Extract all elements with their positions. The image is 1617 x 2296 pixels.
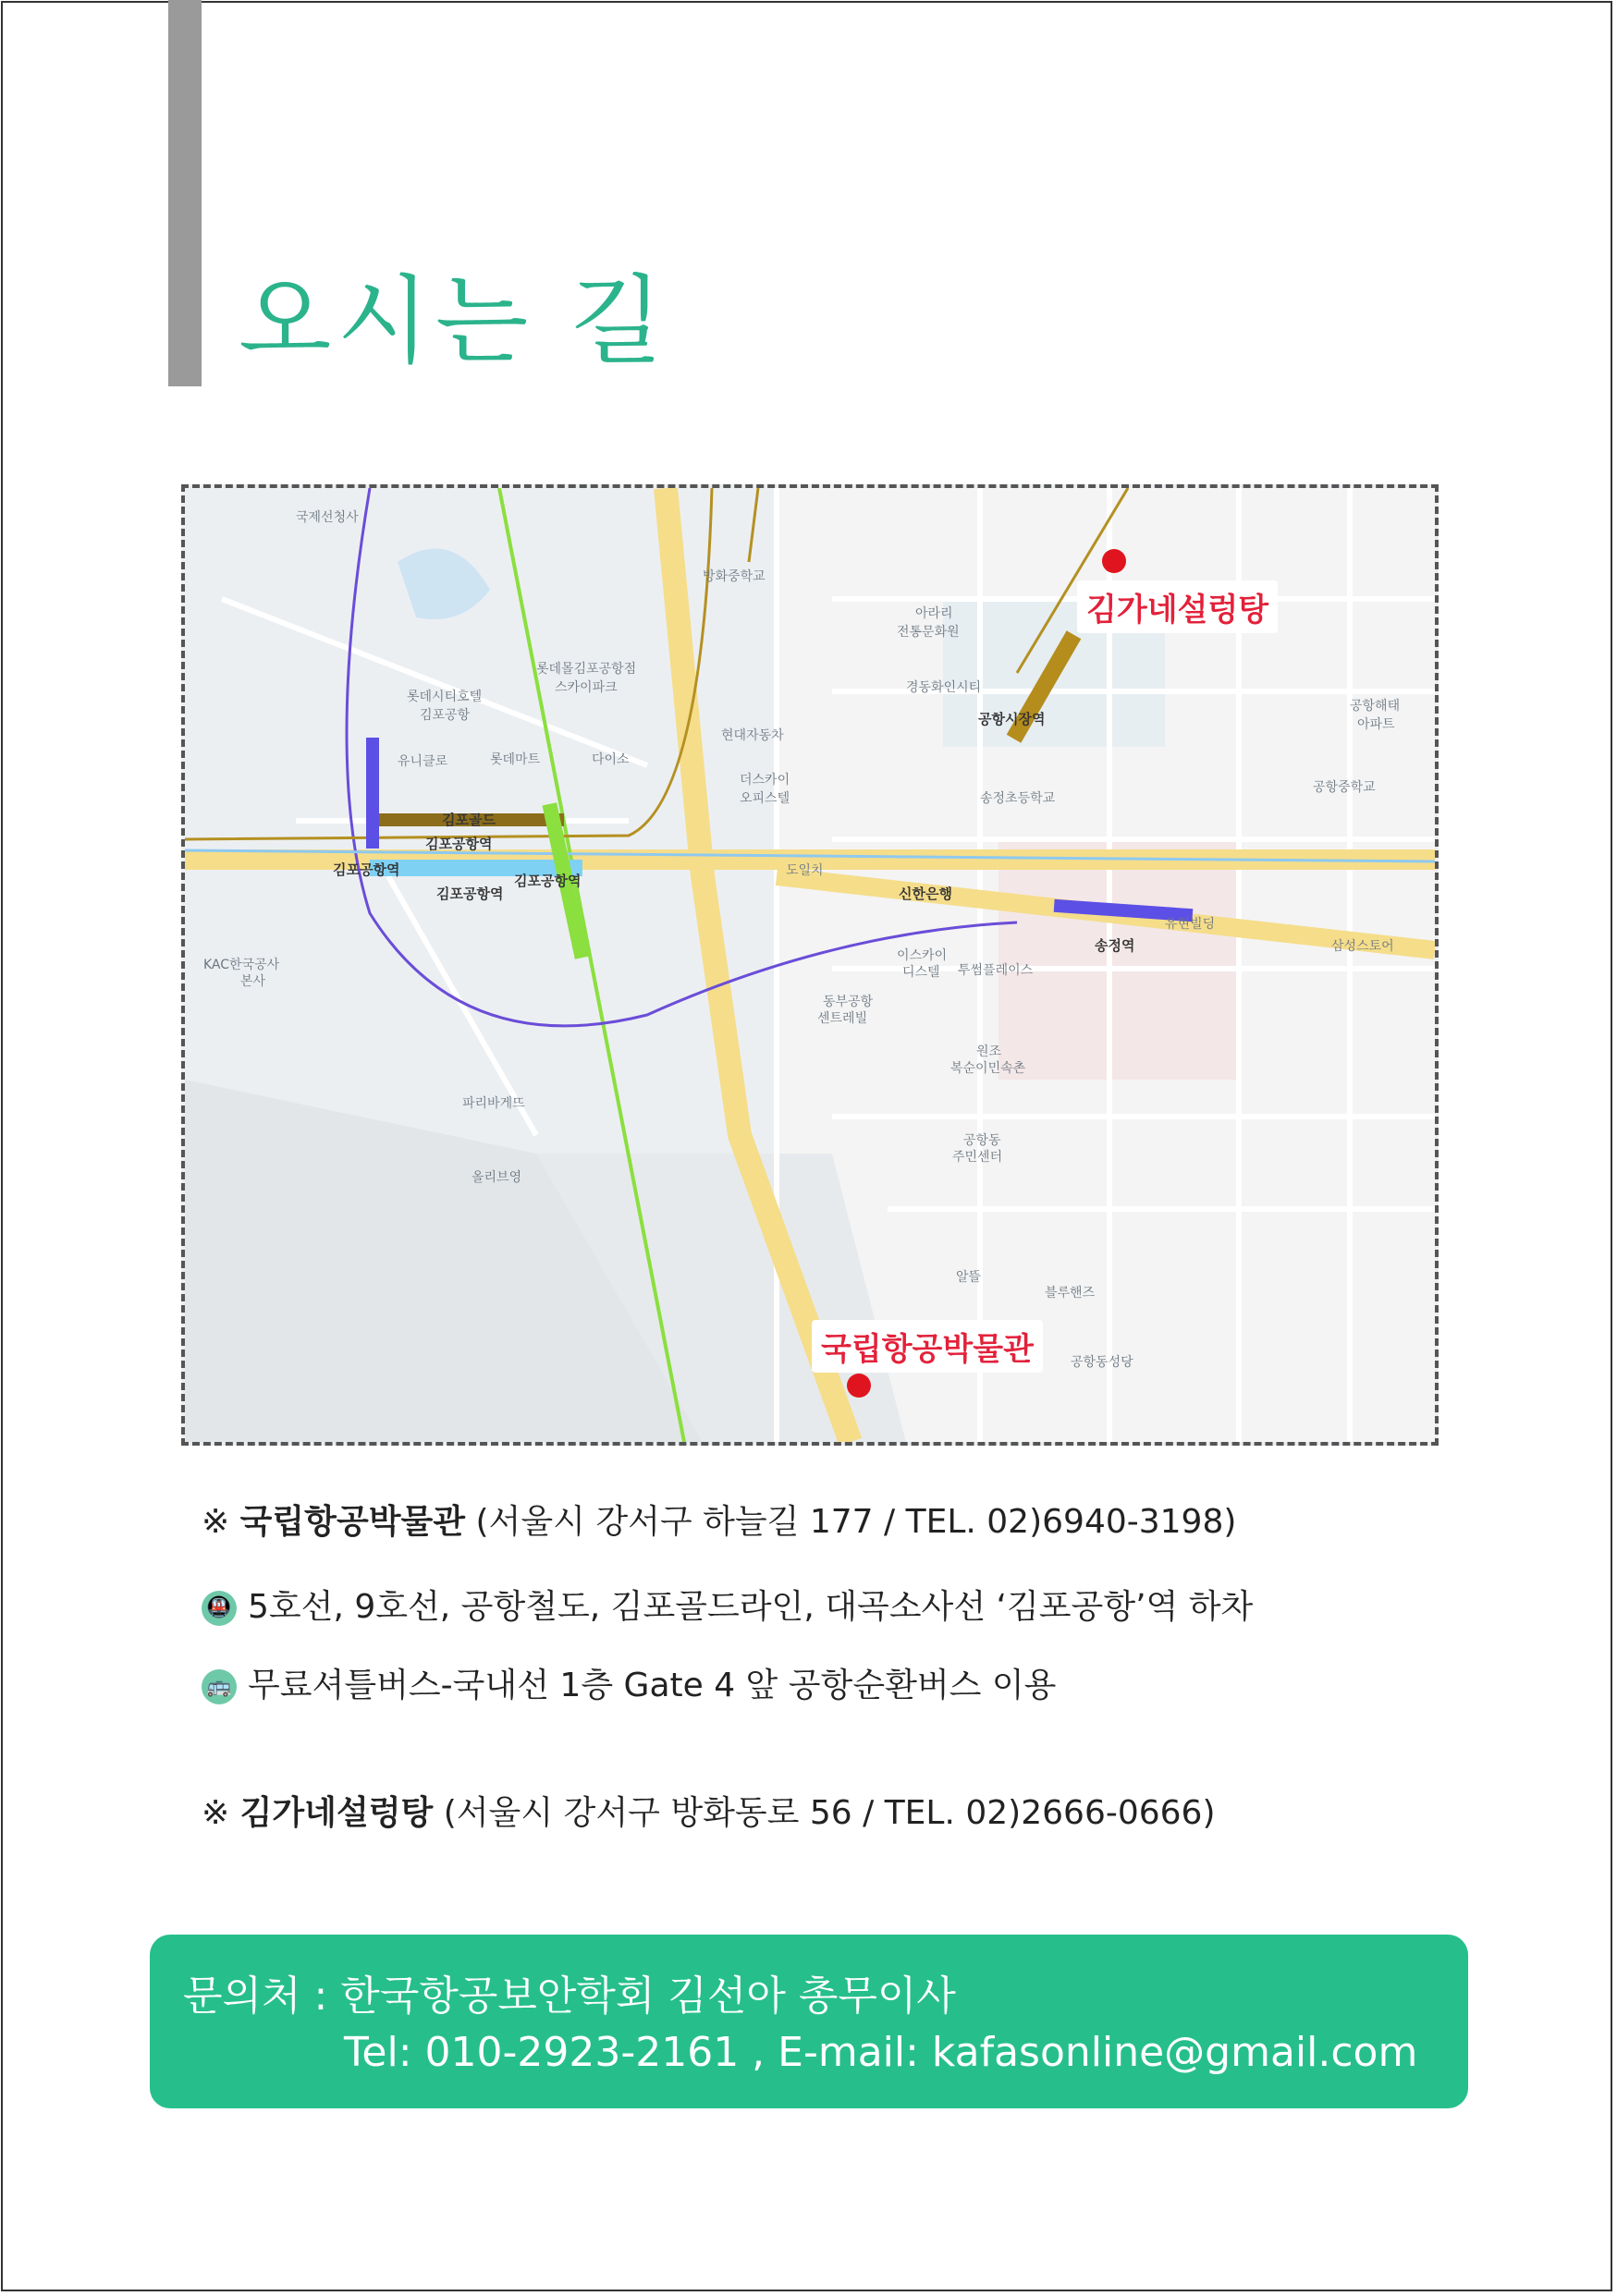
svg-text:김포골드: 김포골드	[442, 812, 496, 828]
svg-text:공항해태: 공항해태	[1350, 699, 1401, 714]
svg-text:삼성스토어: 삼성스토어	[1331, 939, 1394, 954]
svg-text:올리브영: 올리브영	[472, 1170, 522, 1185]
location-museum-detail: (서울시 강서구 하늘길 177 / TEL. 02)6940-3198)	[475, 1503, 1237, 1541]
svg-text:공항동성당: 공항동성당	[1071, 1355, 1133, 1370]
note-mark: ※	[202, 1503, 230, 1541]
svg-text:송정역: 송정역	[1095, 937, 1135, 954]
svg-text:투썸플레이스: 투썸플레이스	[958, 963, 1034, 978]
svg-text:송정초등학교: 송정초등학교	[980, 791, 1056, 806]
marker-label-gimgane[interactable]: 김가네설렁탕	[1077, 580, 1278, 633]
svg-text:본사: 본사	[240, 974, 266, 989]
svg-text:김포공항역: 김포공항역	[425, 836, 493, 852]
svg-text:롯데몰김포공항점: 롯데몰김포공항점	[536, 662, 637, 677]
svg-text:김포공항: 김포공항	[420, 708, 471, 723]
svg-text:다이소: 다이소	[592, 752, 630, 767]
marker-pin-museum[interactable]	[847, 1374, 871, 1398]
svg-text:파리바게뜨: 파리바게뜨	[462, 1096, 525, 1111]
svg-text:유니클로: 유니클로	[398, 754, 448, 769]
svg-text:롯데시티호텔: 롯데시티호텔	[407, 690, 483, 704]
svg-text:아라리: 아라리	[915, 606, 953, 621]
transport-bus-text: 무료셔틀버스-국내선 1층 Gate 4 앞 공항순환버스 이용	[248, 1667, 1057, 1704]
svg-text:오피스텔: 오피스텔	[740, 791, 790, 806]
svg-text:신한은행: 신한은행	[899, 885, 952, 902]
location-map[interactable]	[181, 484, 1439, 1446]
marker-pin-gimgane[interactable]	[1102, 549, 1126, 573]
svg-text:스카이파크: 스카이파크	[555, 680, 618, 695]
svg-text:롯데마트: 롯데마트	[490, 752, 541, 767]
subway-icon: 🚇	[202, 1591, 237, 1626]
transport-subway-line	[202, 1581, 1253, 1628]
svg-text:공항동: 공항동	[963, 1133, 1001, 1148]
location-restaurant-detail: (서울시 강서구 방화동로 56 / TEL. 02)2666-0666)	[443, 1794, 1216, 1832]
note-mark: ※	[202, 1794, 230, 1832]
svg-text:경동화인시티: 경동화인시티	[906, 680, 982, 695]
svg-text:김포공항역: 김포공항역	[514, 873, 582, 889]
svg-text:알뜰: 알뜰	[956, 1270, 982, 1285]
transport-subway-text: 5호선, 9호선, 공항철도, 김포골드라인, 대곡소사선 ‘김포공항’역 하차	[248, 1588, 1254, 1626]
svg-text:센트레빌: 센트레빌	[817, 1011, 868, 1026]
title-accent-bar	[168, 0, 202, 386]
svg-text:원조: 원조	[976, 1044, 1002, 1059]
svg-text:블루핸즈: 블루핸즈	[1045, 1286, 1096, 1301]
location-restaurant-name: 김가네설렁탕	[239, 1794, 434, 1832]
svg-text:복순이민속촌: 복순이민속촌	[950, 1061, 1026, 1076]
svg-text:동부공항: 동부공항	[823, 995, 874, 1009]
map-label-school: 방화중학교	[703, 569, 766, 584]
svg-text:도일치: 도일치	[786, 863, 824, 878]
svg-text:아파트: 아파트	[1357, 717, 1395, 732]
svg-text:현대자동차: 현대자동차	[721, 728, 784, 743]
contact-box	[150, 1935, 1468, 2108]
transport-bus-line	[202, 1659, 1056, 1706]
svg-text:주민센터: 주민센터	[952, 1150, 1003, 1165]
svg-text:공항중학교: 공항중학교	[1313, 780, 1376, 795]
contact-person: 문의처 : 한국항공보안학회 김선아 총무이사	[183, 1972, 956, 2020]
contact-phone-email[interactable]: Tel: 010-2923-2161 , E-mail: kafasonline@gmail.com	[344, 2029, 1418, 2076]
svg-text:이스카이: 이스카이	[897, 948, 948, 963]
location-restaurant-line	[202, 1787, 1216, 1834]
svg-text:유현빌딩: 유현빌딩	[1165, 917, 1216, 932]
location-museum-line	[202, 1496, 1236, 1543]
page-title: 오시는 길	[239, 264, 668, 377]
svg-text:김포공항역: 김포공항역	[436, 885, 504, 902]
svg-text:김포공항역: 김포공항역	[333, 861, 400, 878]
location-museum-name: 국립항공박물관	[239, 1503, 466, 1541]
map-label-terminal: 국제선청사	[296, 510, 359, 525]
marker-label-museum[interactable]: 국립항공박물관	[812, 1320, 1043, 1373]
svg-text:공항시장역: 공항시장역	[978, 711, 1046, 727]
bus-stop-icon: 🚌	[202, 1669, 237, 1704]
svg-text:디스텔: 디스텔	[902, 965, 940, 980]
svg-text:KAC한국공사: KAC한국공사	[203, 958, 280, 972]
svg-text:더스카이: 더스카이	[740, 773, 790, 788]
svg-text:전통문화원: 전통문화원	[897, 625, 960, 640]
